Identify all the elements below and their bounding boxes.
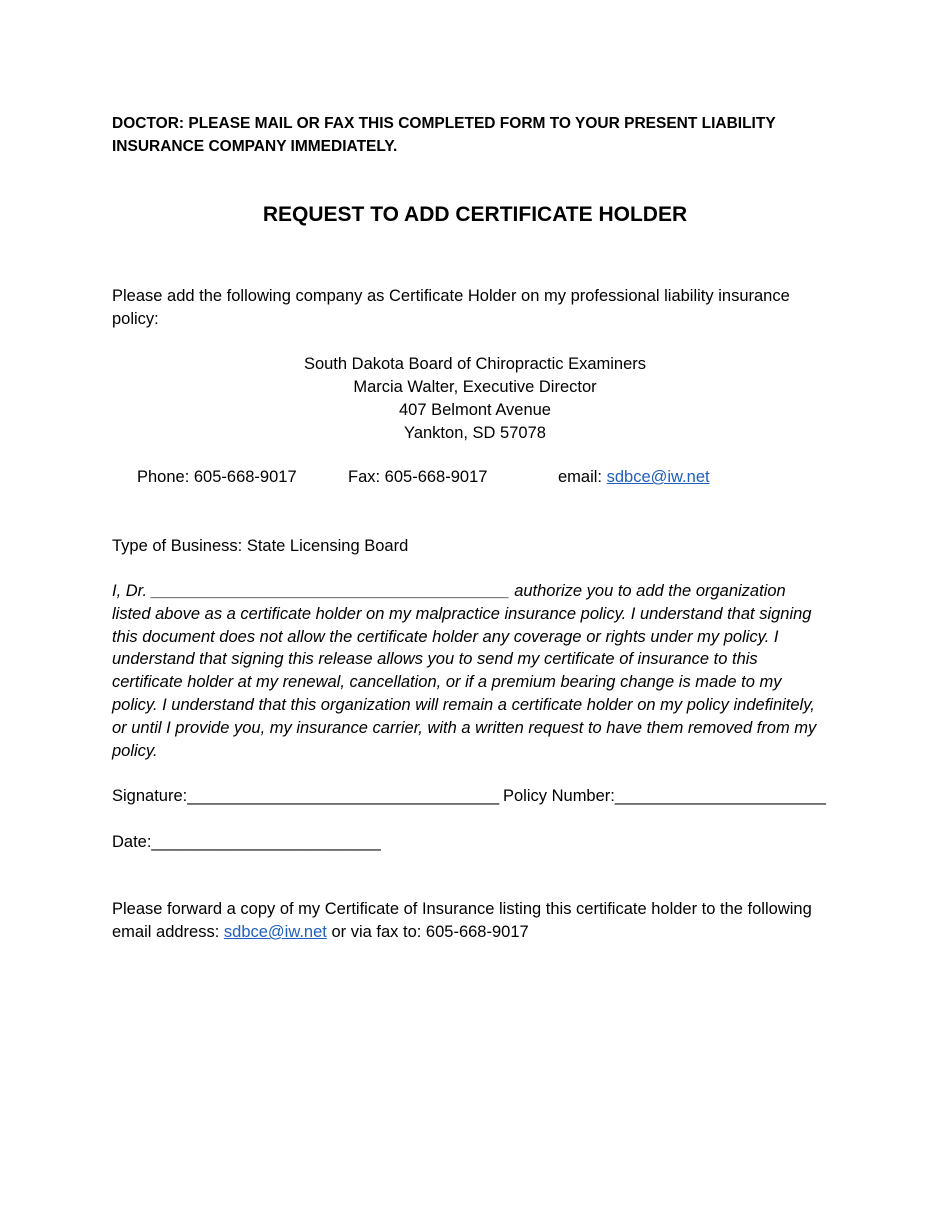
certificate-holder-address [0, 353, 950, 445]
address-line-city: Yankton, SD 57078 [404, 424, 546, 442]
business-type: Type of Business: State Licensing Board [112, 537, 409, 555]
forward-email-link[interactable]: sdbce@iw.net [223, 923, 327, 941]
forward-text-after: or via fax to: 605-668-9017 [326, 923, 529, 941]
date-line: Date:_________________________ [112, 833, 381, 851]
forward-text-before: Please forward a copy of my Certificate of Insurance listing this certificate holder to the following email address: [112, 900, 812, 941]
email-label: email: [558, 468, 607, 486]
address-line-contact: Marcia Walter, Executive Director [353, 378, 597, 396]
address-line-organization: South Dakota Board of Chiropractic Examiners [303, 355, 647, 373]
forward-instructions [112, 898, 812, 944]
signature-line: Signature:__________________________________ [112, 787, 500, 805]
phone-number: Phone: 605-668-9017 [137, 468, 297, 486]
page-title: REQUEST TO ADD CERTIFICATE HOLDER [262, 203, 688, 226]
authorization-paragraph: I, Dr. _______________________________________ authorize you to add the organization listed above as a certificate holder on my malpractice insurance policy. I understand that signing this document does not allow the certificate holder any coverage or rights under my policy. I understand that signing this release allows you to send my certificate of insurance to this certificate holder at my renewal, cancellation, or if a premium bearing change is made to my policy. I understand that this organization will remain a certificate holder on my policy indefinitely, or until I provide you, my insurance carrier, with a written request to have them removed from my policy. [112, 582, 817, 760]
mail-fax-notice: DOCTOR: PLEASE MAIL OR FAX THIS COMPLETED FORM TO YOUR PRESENT LIABILITY INSURANCE COMPANY IMMEDIATELY. [112, 115, 776, 155]
fax-number: Fax: 605-668-9017 [348, 468, 488, 486]
email-contact [558, 466, 710, 489]
address-line-street: 407 Belmont Avenue [399, 401, 551, 419]
intro-paragraph: Please add the following company as Certificate Holder on my professional liability insurance policy: [112, 287, 790, 328]
email-link[interactable]: sdbce@iw.net [606, 468, 710, 486]
policy-number-line: Policy Number:_______________________ [503, 787, 826, 805]
